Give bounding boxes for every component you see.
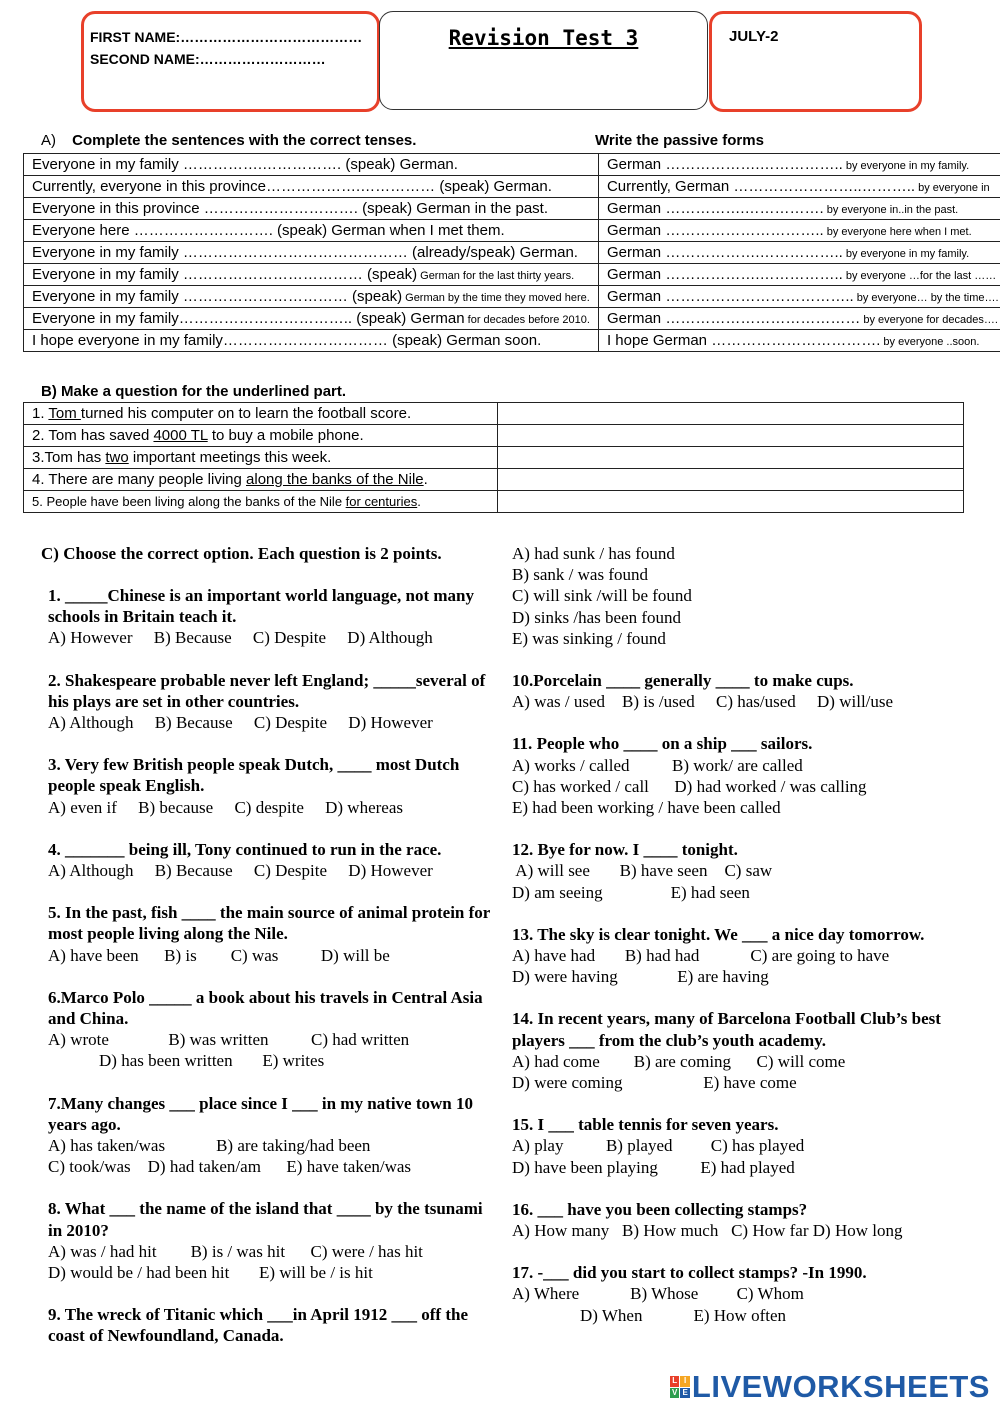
tense-sentence-cell[interactable]: Everyone in this province …………………………. (speak) German in the past. bbox=[24, 198, 599, 220]
section-a-row bbox=[24, 330, 1000, 352]
question-item bbox=[512, 670, 982, 712]
answer-options[interactable]: A) Although B) Because C) Despite D) However bbox=[48, 713, 433, 733]
question-number: 3. bbox=[48, 755, 61, 775]
question-text: _______ being ill, Tony continued to run in the race. bbox=[60, 839, 442, 859]
answer-options[interactable]: A) will see B) have seen C) saw bbox=[512, 861, 773, 881]
section-c-left-column bbox=[48, 585, 496, 1347]
question-answer-cell[interactable] bbox=[497, 469, 963, 491]
logo-letter: I bbox=[680, 1376, 690, 1387]
name-box bbox=[81, 11, 380, 112]
question-item bbox=[512, 924, 982, 988]
passive-sentence-cell[interactable]: German ……………………………….. by everyone… by the time…. bbox=[598, 286, 1000, 308]
question-number: 9. bbox=[48, 1305, 61, 1325]
question-number: 12. bbox=[512, 840, 534, 860]
question-stem bbox=[512, 1262, 982, 1283]
question-stem bbox=[512, 1008, 982, 1050]
passive-sentence-cell[interactable]: German ………………………….. by everyone here when I met. bbox=[598, 220, 1000, 242]
question-text: Bye for now. I ____ tonight. bbox=[533, 840, 738, 860]
question-text: People who ____ on a ship ___ sailors. bbox=[532, 734, 813, 754]
section-a-row bbox=[24, 264, 1000, 286]
logo-letter: L bbox=[670, 1376, 680, 1387]
section-a-row bbox=[24, 198, 1000, 220]
underlined-part: Tom bbox=[48, 405, 81, 422]
question-item bbox=[48, 754, 496, 818]
date-box bbox=[709, 11, 922, 112]
question-item bbox=[48, 585, 496, 649]
answer-options[interactable]: A) have had B) had had C) are going to have bbox=[512, 946, 890, 966]
question-number: 17. bbox=[512, 1263, 534, 1283]
answer-options[interactable]: C) will sink /will be found bbox=[512, 586, 692, 606]
section-b-row bbox=[24, 469, 964, 491]
underlined-sentence-cell: 2. Tom has saved 4000 TL to buy a mobile phone. bbox=[24, 425, 498, 447]
answer-options[interactable]: D) would be / had been hit E) will be / is hit bbox=[48, 1263, 373, 1283]
question-number: 6. bbox=[48, 987, 61, 1007]
answer-options[interactable]: A) was / used B) is /used C) has/used D) will/use bbox=[512, 692, 894, 712]
question-number: 14. bbox=[512, 1009, 534, 1029]
question-text: The wreck of Titanic which ___in April 1912 ___ off the coast of Newfoundland, Canada. bbox=[48, 1305, 468, 1346]
question-number: 10. bbox=[512, 671, 534, 691]
underlined-part: two bbox=[105, 449, 129, 466]
question-stem bbox=[48, 754, 496, 796]
answer-options[interactable]: A) However B) Because C) Despite D) Although bbox=[48, 628, 433, 648]
question-stem bbox=[512, 1199, 982, 1220]
question-stem bbox=[512, 670, 982, 691]
answer-options[interactable]: E) had been working / have been called bbox=[512, 798, 781, 818]
underlined-part: along the banks of the Nile bbox=[246, 471, 424, 488]
question-stem bbox=[48, 1198, 496, 1240]
answer-options[interactable]: A) have been B) is C) was D) will be bbox=[48, 945, 390, 965]
passive-sentence-cell[interactable]: I hope German ……………………………. by everyone ..soon. bbox=[598, 330, 1000, 352]
passive-sentence-cell[interactable]: German ……………….…………….. by everyone in my family. bbox=[598, 154, 1000, 176]
question-stem bbox=[512, 839, 982, 860]
tense-sentence-cell[interactable]: Everyone in my family ……………………………………… (already/speak) German. bbox=[24, 242, 599, 264]
question-number: 2. bbox=[48, 670, 61, 690]
answer-options[interactable]: A) had sunk / has found bbox=[512, 544, 675, 563]
section-b-row bbox=[24, 403, 964, 425]
question-number: 15. bbox=[512, 1115, 534, 1135]
section-c-right-column bbox=[512, 543, 982, 1326]
question-stem bbox=[48, 839, 496, 860]
answer-options[interactable]: A) Although B) Because C) Despite D) However bbox=[48, 861, 433, 881]
logo-mark-icon bbox=[670, 1376, 690, 1398]
question-item bbox=[512, 1114, 982, 1178]
answer-options[interactable]: C) has worked / call D) had worked / was calling bbox=[512, 776, 867, 796]
question-item bbox=[512, 1199, 982, 1241]
question-stem bbox=[48, 1093, 496, 1135]
page-title: Revision Test 3 bbox=[448, 26, 639, 50]
question-text: In the past, fish ____ the main source of animal protein for most people living along the Nile. bbox=[48, 903, 491, 944]
question-stem bbox=[48, 1304, 496, 1346]
question-item bbox=[512, 1008, 982, 1093]
question-item bbox=[48, 1198, 496, 1283]
question-item bbox=[512, 733, 982, 818]
tense-sentence-cell[interactable]: I hope everyone in my family…………………………… (speak) German soon. bbox=[24, 330, 599, 352]
answer-options[interactable]: D) sinks /has been found bbox=[512, 607, 682, 627]
answer-options[interactable]: A) Where B) Whose C) Whom bbox=[512, 1284, 804, 1304]
tense-sentence-cell[interactable]: Everyone in my family…………………………….. (speak) German for decades before 2010. bbox=[24, 308, 599, 330]
answer-options[interactable]: A) has taken/was B) are taking/had been bbox=[48, 1136, 371, 1156]
tense-sentence-cell[interactable]: Everyone in my family …………………………… (speak) German by the time they moved here. bbox=[24, 286, 599, 308]
answer-options[interactable]: A) even if B) because C) despite D) whereas bbox=[48, 797, 403, 817]
answer-options[interactable]: C) took/was D) had taken/am E) have taken/was bbox=[48, 1157, 412, 1177]
underlined-part: 4000 TL bbox=[153, 427, 208, 444]
answer-options[interactable]: B) sank / was found bbox=[512, 565, 648, 585]
section-a-row bbox=[24, 286, 1000, 308]
answer-options[interactable]: D) were coming E) have come bbox=[512, 1073, 797, 1093]
section-b-title: B) Make a question for the underlined part. bbox=[41, 383, 347, 400]
question-answer-cell[interactable] bbox=[497, 491, 963, 513]
underlined-part: for centuries bbox=[345, 494, 418, 509]
section-a-title: A) Complete the sentences with the correct tenses. bbox=[41, 132, 417, 149]
section-a-row bbox=[24, 154, 1000, 176]
question-text: The sky is clear tonight. We ___ a nice day tomorrow. bbox=[533, 924, 925, 944]
question-item bbox=[512, 839, 982, 903]
answer-options[interactable]: A) wrote B) was written C) had written bbox=[48, 1030, 410, 1050]
tense-sentence-cell[interactable]: Everyone here ………………………. (speak) German when I met them. bbox=[24, 220, 599, 242]
question-item bbox=[48, 987, 496, 1072]
question-item bbox=[512, 543, 982, 649]
title-box bbox=[379, 11, 708, 110]
section-a-row bbox=[24, 176, 1000, 198]
answer-options[interactable]: A) play B) played C) has played bbox=[512, 1136, 805, 1156]
question-text: -___ did you start to collect stamps? -In 1990. bbox=[533, 1263, 867, 1283]
tense-sentence-cell[interactable]: Everyone in my family …………….……………. (speak) German. bbox=[24, 154, 599, 176]
question-text: ___ have you been collecting stamps? bbox=[533, 1199, 808, 1219]
underlined-sentence-cell: 3.Tom has two important meetings this week. bbox=[24, 447, 498, 469]
question-stem bbox=[48, 585, 496, 627]
question-number: 7. bbox=[48, 1093, 61, 1113]
question-number: 1. bbox=[48, 586, 61, 605]
question-answer-cell[interactable] bbox=[497, 447, 963, 469]
underlined-sentence-cell: 5. People have been living along the banks of the Nile for centuries. bbox=[24, 491, 498, 513]
question-stem bbox=[48, 902, 496, 944]
passive-sentence-cell[interactable]: German …………….……………. by everyone in..in the past. bbox=[598, 198, 1000, 220]
section-b-row bbox=[24, 491, 964, 513]
answer-options[interactable]: A) works / called B) work/ are called bbox=[512, 755, 803, 775]
passive-sentence-cell[interactable]: Currently, German ……………………..……….. by everyone in bbox=[598, 176, 1000, 198]
section-a-passive-title: Write the passive forms bbox=[595, 132, 764, 149]
question-item bbox=[48, 839, 496, 881]
question-answer-cell[interactable] bbox=[497, 403, 963, 425]
question-number: 13. bbox=[512, 924, 534, 944]
answer-options[interactable]: D) were having E) are having bbox=[512, 967, 769, 987]
date-label: JULY-2 bbox=[729, 28, 779, 45]
question-item bbox=[48, 1304, 496, 1346]
logo-letter: E bbox=[680, 1388, 690, 1399]
answer-options[interactable]: D) have been playing E) had played bbox=[512, 1157, 795, 1177]
tense-sentence-cell[interactable]: Currently, everyone in this province……………….…………… (speak) German. bbox=[24, 176, 599, 198]
answer-options[interactable]: A) had come B) are coming C) will come bbox=[512, 1051, 846, 1071]
section-b-row bbox=[24, 425, 964, 447]
answer-options[interactable]: D) am seeing E) had seen bbox=[512, 882, 750, 902]
question-stem bbox=[512, 924, 982, 945]
passive-sentence-cell[interactable]: German ……………….…………….. by everyone …for the last …… bbox=[598, 264, 1000, 286]
second-name-label: SECOND NAME:……………………… bbox=[90, 51, 326, 67]
question-text: Shakespeare probable never left England; _____several of his plays are set in other countries. bbox=[48, 670, 486, 711]
question-number: 8. bbox=[48, 1199, 61, 1219]
question-item bbox=[48, 1093, 496, 1178]
question-text: Very few British people speak Dutch, ____ most Dutch people speak English. bbox=[48, 755, 460, 796]
question-text: Marco Polo _____ a book about his travels in Central Asia and China. bbox=[48, 987, 483, 1029]
section-b-table bbox=[23, 402, 964, 513]
question-stem bbox=[48, 670, 496, 712]
question-answer-cell[interactable] bbox=[497, 425, 963, 447]
section-b-row bbox=[24, 447, 964, 469]
section-a-row bbox=[24, 308, 1000, 330]
logo-text: LIVEWORKSHEETS bbox=[691, 1369, 990, 1404]
question-stem bbox=[512, 733, 982, 754]
first-name-label: FIRST NAME:………………………………… bbox=[90, 29, 363, 45]
question-number: 4. bbox=[48, 839, 61, 859]
section-a-row bbox=[24, 220, 1000, 242]
underlined-sentence-cell: 1. Tom turned his computer on to learn the football score. bbox=[24, 403, 498, 425]
answer-options[interactable]: A) How many B) How much C) How far D) How long bbox=[512, 1221, 903, 1241]
logo-letter: V bbox=[670, 1388, 680, 1399]
question-number: 16. bbox=[512, 1199, 534, 1219]
tense-sentence-cell[interactable]: Everyone in my family ……………………………… (speak) German for the last thirty years. bbox=[24, 264, 599, 286]
answer-options[interactable]: E) was sinking / found bbox=[512, 628, 666, 648]
question-text: Many changes ___ place since I ___ in my native town 10 years ago. bbox=[48, 1093, 473, 1134]
answer-options[interactable]: A) was / had hit B) is / was hit C) were / has hit bbox=[48, 1241, 423, 1261]
passive-sentence-cell[interactable]: German ……………….…………….. by everyone in my family. bbox=[598, 242, 1000, 264]
question-text: _____Chinese is an important world language, not many schools in Britain teach it. bbox=[48, 586, 474, 627]
section-a-table bbox=[23, 153, 1000, 352]
question-stem bbox=[48, 987, 496, 1029]
question-stem bbox=[512, 1114, 982, 1135]
question-text: In recent years, many of Barcelona Football Club’s best players ___ from the club’s youth academy. bbox=[512, 1009, 941, 1050]
answer-options[interactable]: D) When E) How often bbox=[512, 1305, 787, 1325]
answer-options[interactable]: D) has been written E) writes bbox=[48, 1051, 325, 1071]
liveworksheets-logo bbox=[670, 1369, 990, 1405]
underlined-sentence-cell: 4. There are many people living along the banks of the Nile. bbox=[24, 469, 498, 491]
question-text: Porcelain ____ generally ____ to make cups. bbox=[533, 671, 854, 691]
passive-sentence-cell[interactable]: German ………………………………… by everyone for decades…. bbox=[598, 308, 1000, 330]
question-item bbox=[48, 902, 496, 966]
question-text: What ___ the name of the island that ____ by the tsunami in 2010? bbox=[48, 1199, 483, 1240]
section-a-row bbox=[24, 242, 1000, 264]
question-item bbox=[48, 670, 496, 734]
question-number: 5. bbox=[48, 903, 61, 923]
question-text: I ___ table tennis for seven years. bbox=[533, 1115, 779, 1135]
section-c-title: C) Choose the correct option. Each question is 2 points. bbox=[41, 544, 442, 563]
question-number: 11. bbox=[512, 734, 533, 754]
question-item bbox=[512, 1262, 982, 1326]
